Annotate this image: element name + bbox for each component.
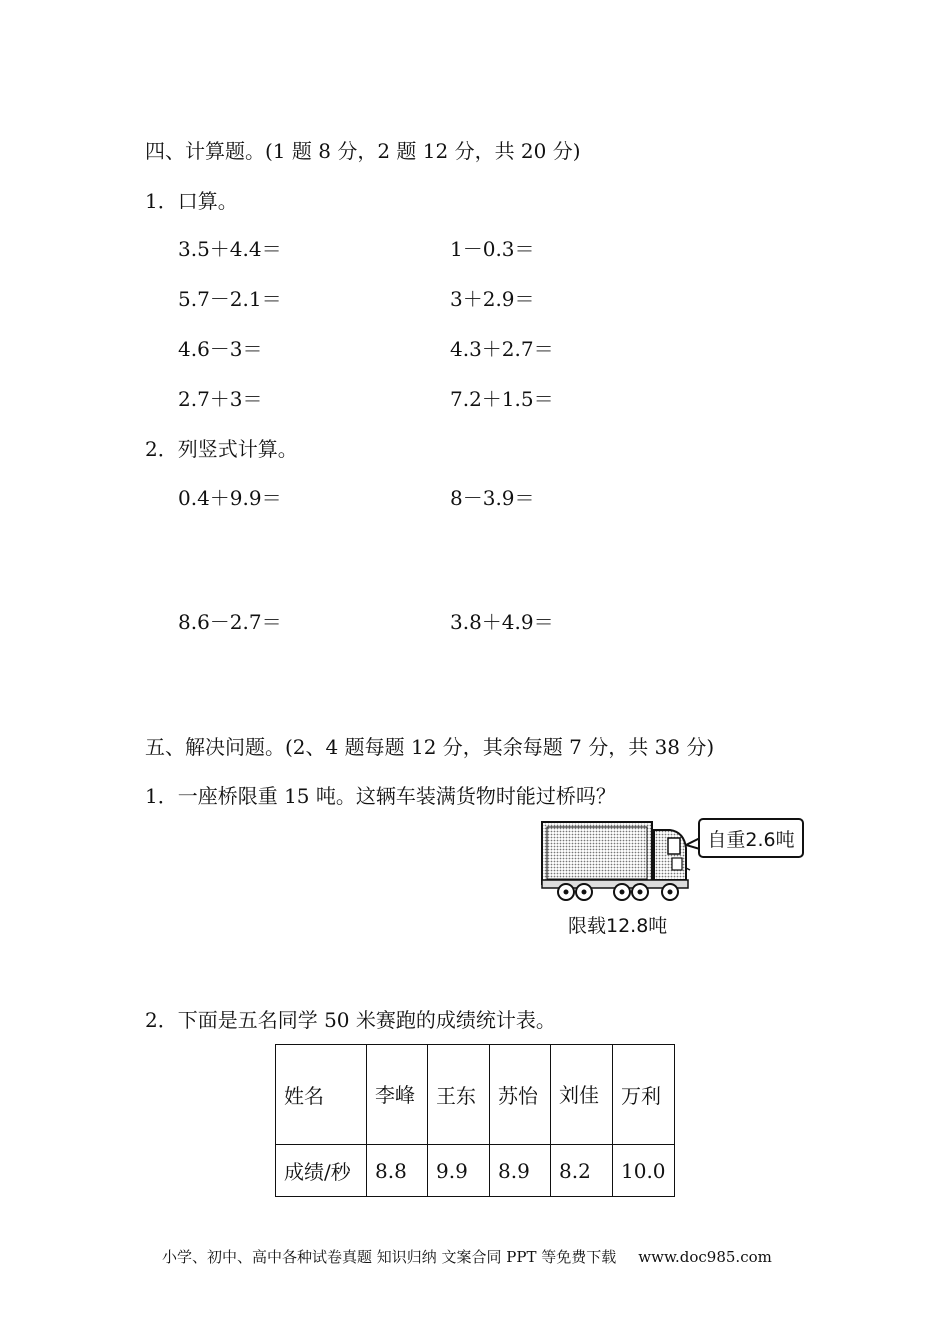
section4-q1-label: 1．口算。 xyxy=(145,189,238,213)
table-cell: 8.9 xyxy=(490,1145,551,1197)
vertical-calc-item: 8.6－2.7＝ xyxy=(178,610,282,634)
truck-illustration xyxy=(538,818,698,906)
table-header-cell: 王东 xyxy=(428,1045,490,1145)
vertical-name: 刘佳 xyxy=(559,1082,599,1107)
oral-calc-item: 4.3＋2.7＝ xyxy=(450,337,554,361)
oral-calc-item: 4.6－3＝ xyxy=(178,337,263,361)
section4-q2-label: 2．列竖式计算。 xyxy=(145,437,298,461)
vertical-calc-item: 0.4＋9.9＝ xyxy=(178,486,282,510)
table-row xyxy=(276,1145,675,1197)
table-header-cell xyxy=(367,1045,428,1145)
footer-text: 小学、初中、高中各种试卷真题 知识归纳 文案合同 PPT 等免费下载 xyxy=(162,1248,617,1266)
table-cell: 8.2 xyxy=(551,1145,613,1197)
score-table xyxy=(275,1044,675,1197)
page-footer xyxy=(162,1246,772,1267)
table-cell: 9.9 xyxy=(428,1145,490,1197)
table-header-cell: 苏怡 xyxy=(490,1045,551,1145)
oral-calc-item: 1－0.3＝ xyxy=(450,237,535,261)
oral-calc-item: 5.7－2.1＝ xyxy=(178,287,282,311)
vertical-calc-item: 8－3.9＝ xyxy=(450,486,535,510)
section5-q1-label: 1．一座桥限重 15 吨。这辆车装满货物时能过桥吗？ xyxy=(145,784,616,808)
oral-calc-item: 3＋2.9＝ xyxy=(450,287,535,311)
table-cell: 8.8 xyxy=(367,1145,428,1197)
table-row xyxy=(276,1045,675,1145)
oral-calc-item: 7.2＋1.5＝ xyxy=(450,387,554,411)
truck-load-label: 限载12.8吨 xyxy=(568,915,668,937)
vertical-name: 李峰 xyxy=(375,1082,415,1107)
section4-title: 四、计算题。(1 题 8 分，2 题 12 分，共 20 分) xyxy=(145,139,581,163)
table-cell: 10.0 xyxy=(613,1145,675,1197)
vertical-calc-item: 3.8＋4.9＝ xyxy=(450,610,554,634)
table-header-cell xyxy=(551,1045,613,1145)
footer-url: www.doc985.com xyxy=(638,1248,772,1266)
table-header-cell: 万利 xyxy=(613,1045,675,1145)
table-cell: 成绩/秒 xyxy=(276,1145,367,1197)
oral-calc-item: 3.5＋4.4＝ xyxy=(178,237,282,261)
table-header-cell: 姓名 xyxy=(276,1045,367,1145)
truck-weight-bubble: 自重2.6吨 xyxy=(698,818,804,858)
oral-calc-item: 2.7＋3＝ xyxy=(178,387,263,411)
section5-q2-label: 2．下面是五名同学 50 米赛跑的成绩统计表。 xyxy=(145,1008,556,1032)
section5-title: 五、解决问题。(2、4 题每题 12 分，其余每题 7 分，共 38 分) xyxy=(145,735,715,759)
